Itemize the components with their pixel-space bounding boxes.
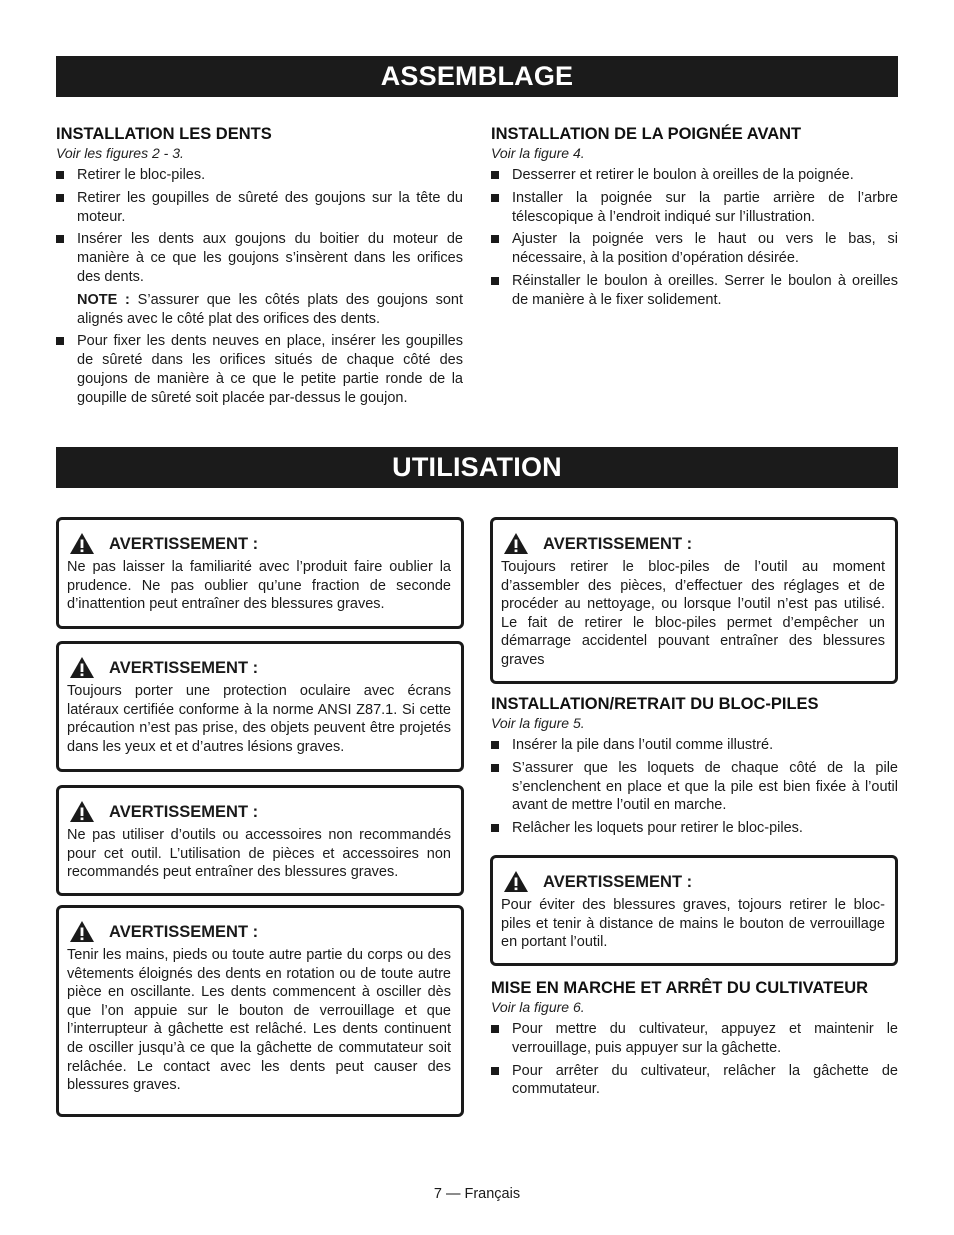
warning-triangle-icon — [69, 920, 95, 943]
section-title: MISE EN MARCHE ET ARRÊT DU CULTIVATEUR — [491, 979, 869, 997]
warning-text: Tenir les mains, pieds ou toute autre partie du corps ou des vêtements éloignés des dents en rotation ou de toute autre pièce en oscillante. Les dents commencent à osciller dès que l’on appuie sur le bouton de verrouillage et que l’interrupteur à gâchette est relâché. Les dents continuent de osciller jusqu’à ce que la gâchette de commutateur soit relâchée. Le contact avec les dents peut causer des blessures graves. — [67, 947, 451, 1094]
list-item: Ajuster la poignée vers le haut ou vers le bas, si nécessaire, à la position d’opération désirée. — [491, 230, 898, 268]
square-bullet-icon — [491, 235, 499, 243]
square-bullet-icon — [56, 194, 64, 202]
section-title: INSTALLATION LES DENTS — [56, 125, 272, 143]
list-item: Insérer la pile dans l’outil comme illustré. — [491, 736, 898, 755]
section-title: INSTALLATION/RETRAIT DU BLOC-PILES — [491, 695, 819, 713]
bullet-list — [491, 736, 898, 838]
warning-box — [490, 855, 898, 966]
list-item: Pour mettre du cultivateur, appuyez et maintenir le verrouillage, puis appuyer sur la gâchette. — [491, 1020, 898, 1058]
page-footer: 7 — Français — [433, 1186, 521, 1202]
list-item: Pour fixer les dents neuves en place, insérer les goupilles de sûreté dans les orifices situés de chaque côté des goujons de manière à ce que le petite partie ronde de la goupille de sûreté soit placée par-dessus le goujon. — [56, 332, 463, 407]
section-installation-poignee — [491, 124, 898, 314]
list-item: Réinstaller le boulon à oreilles. Serrer le boulon à oreilles de manière à le fixer solidement. — [491, 272, 898, 310]
list-item: Retirer les goupilles de sûreté des goujons sur la tête du moteur. — [56, 189, 463, 227]
bullet-list — [491, 1020, 898, 1099]
warning-title: AVERTISSEMENT : — [543, 534, 693, 553]
assemblage-banner: ASSEMBLAGE — [56, 56, 898, 97]
list-item: Installer la poignée sur la partie arrière de l’arbre télescopique à l’endroit indiqué sur l’illustration. — [491, 189, 898, 227]
warning-triangle-icon — [503, 532, 529, 555]
warning-title: AVERTISSEMENT : — [109, 534, 259, 553]
note — [56, 291, 463, 329]
figure-reference: Voir la figure 6. — [491, 999, 585, 1015]
figure-reference: Voir la figure 5. — [491, 715, 585, 731]
figure-reference: Voir les figures 2 - 3. — [56, 145, 184, 161]
warning-text: Pour éviter des blessures graves, tojours retirer le bloc-piles et tenir à distance de mains le bouton de verrouillage en portant l’outil. — [501, 897, 885, 951]
warning-triangle-icon — [503, 870, 529, 893]
square-bullet-icon — [56, 235, 64, 243]
square-bullet-icon — [491, 277, 499, 285]
bullet-list — [56, 166, 463, 287]
list-item: Desserrer et retirer le boulon à oreilles de la poignée. — [491, 166, 898, 185]
list-item: Relâcher les loquets pour retirer le bloc-piles. — [491, 819, 898, 838]
warning-title: AVERTISSEMENT : — [109, 922, 259, 941]
list-item: Retirer le bloc-piles. — [56, 166, 463, 185]
section-mise-en-marche — [491, 978, 898, 1103]
warning-text: Ne pas laisser la familiarité avec l’produit faire oublier la prudence. Ne pas oublier qu’une fraction de seconde d’inattention peut entraîner des blessures graves. — [67, 559, 451, 613]
section-installation-dents — [56, 124, 463, 412]
note-text: S’assurer que les côtés plats des goujons sont alignés avec le côté plat des orifices des dents. — [77, 291, 463, 327]
warning-text: Toujours porter une protection oculaire avec écrans latéraux certifiée conforme à la norme ANSI Z87.1. Si cette précaution n’est pas prise, des objets peuvent être projetés dans les yeux et et d’autres lésions graves. — [67, 683, 451, 755]
list-item: Pour arrêter du cultivateur, relâcher la gâchette de commutateur. — [491, 1062, 898, 1100]
square-bullet-icon — [491, 171, 499, 179]
list-item: Insérer les dents aux goujons du boitier du moteur de manière à ce que les goujons s’insèrent dans les orifices des dents. — [56, 230, 463, 286]
square-bullet-icon — [491, 1067, 499, 1075]
warning-text: Ne pas utiliser d’outils ou accessoires non recommandés pour cet outil. L’utilisation de pièces et accessoires non recommandés peut entraîner des blessures graves. — [67, 827, 451, 881]
warning-text: Toujours retirer le bloc-piles de l’outil au moment d’assembler des pièces, d’effectuer des réglages et de procéder au nettoyage, ou lorsque l’outil n’est pas utilisé. Le fait de retirer le bloc-piles permet d’empêcher un démarrage accidentel pouvant entraîner des blessures graves — [501, 559, 885, 668]
warning-triangle-icon — [69, 532, 95, 555]
note-label: NOTE : — [77, 291, 130, 308]
warning-triangle-icon — [69, 656, 95, 679]
utilisation-banner: UTILISATION — [56, 447, 898, 488]
figure-reference: Voir la figure 4. — [491, 145, 585, 161]
warning-box — [56, 905, 464, 1117]
warning-box — [490, 517, 898, 684]
warning-box — [56, 785, 464, 896]
warning-box — [56, 641, 464, 772]
warning-title: AVERTISSEMENT : — [543, 872, 693, 891]
square-bullet-icon — [56, 337, 64, 345]
square-bullet-icon — [491, 1025, 499, 1033]
section-bloc-piles — [491, 694, 898, 842]
warning-title: AVERTISSEMENT : — [109, 658, 259, 677]
square-bullet-icon — [56, 171, 64, 179]
square-bullet-icon — [491, 741, 499, 749]
bullet-list — [491, 166, 898, 310]
square-bullet-icon — [491, 764, 499, 772]
warning-title: AVERTISSEMENT : — [109, 802, 259, 821]
square-bullet-icon — [491, 194, 499, 202]
warning-box — [56, 517, 464, 629]
square-bullet-icon — [491, 824, 499, 832]
warning-triangle-icon — [69, 800, 95, 823]
section-title: INSTALLATION DE LA POIGNÉE AVANT — [491, 125, 802, 143]
list-item: S’assurer que les loquets de chaque côté de la pile s’enclenchent en place et que la pile est bien fixée à l’outil avant de mettre l’outil en marche. — [491, 759, 898, 815]
